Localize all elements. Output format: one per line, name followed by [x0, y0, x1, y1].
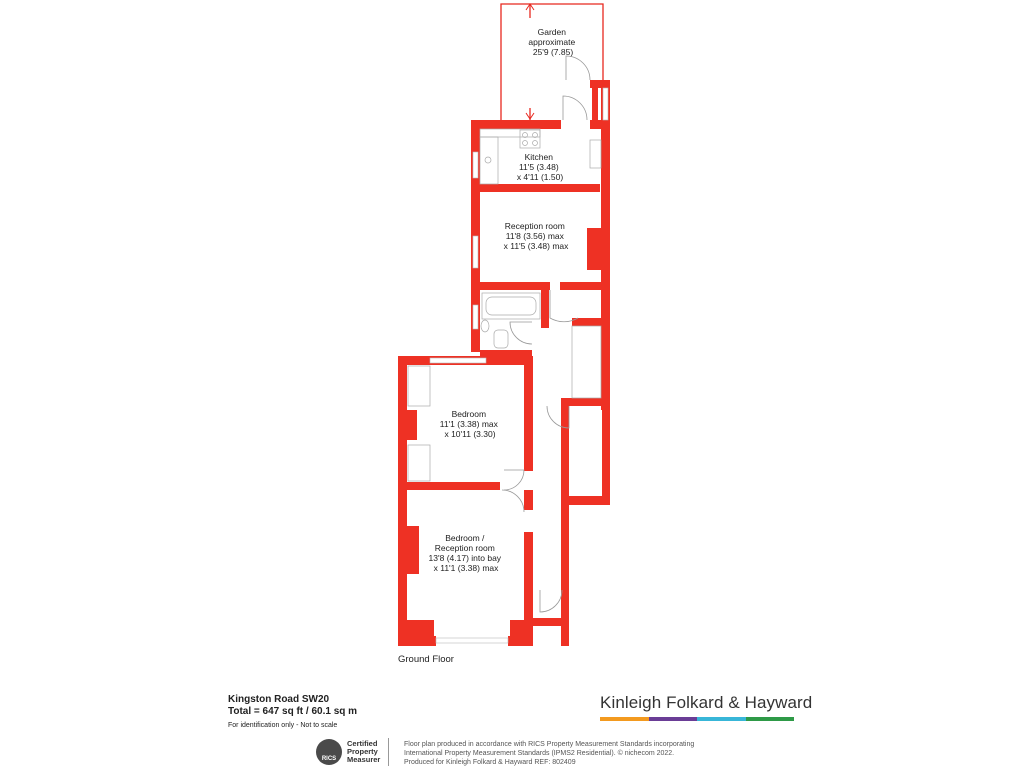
doors: [502, 56, 590, 612]
rics-line: Property: [347, 747, 378, 756]
identification-note: For identification only - Not to scale: [228, 722, 338, 729]
bedroom-label: Bedroom 11'1 (3.38) max x 10'11 (3.30): [439, 409, 498, 439]
reception-room-label: Reception room 11'8 (3.56) max x 11'5 (3.48) max: [503, 221, 569, 251]
disclaimer: [404, 740, 734, 767]
property-info: [228, 694, 357, 731]
garden-area: [501, 4, 603, 120]
brand-logo: [600, 693, 813, 721]
bedroom-reception-label: Bedroom / Reception room 13'8 (4.17) into bay x 11'1 (3.38) max: [428, 533, 502, 573]
rics-line: Certified: [347, 739, 378, 748]
kitchen-label: Kitchen 11'5 (3.48) x 4'11 (1.50): [516, 152, 564, 182]
brand-bar-blue: [697, 717, 746, 721]
brand-name: Kinleigh Folkard & Hayward: [600, 693, 813, 712]
disclaimer-line: Floor plan produced in accordance with RICS Property Measurement Standards incorporating: [404, 741, 695, 748]
brand-bar-green: [746, 717, 795, 721]
floor-label: Ground Floor: [398, 654, 454, 665]
brand-bar-purple: [649, 717, 698, 721]
rics-badge: [316, 738, 389, 766]
rics-line: Measurer: [347, 755, 381, 764]
fixtures: [408, 129, 601, 481]
brand-bar-orange: [600, 717, 649, 721]
rics-logo-icon: RICS: [316, 739, 342, 765]
brand-color-bars: [600, 717, 794, 721]
disclaimer-line: International Property Measurement Standards (IPMS2 Residential). © nichecom 2022.: [404, 750, 675, 757]
divider: [388, 738, 389, 766]
total-area: Total = 647 sq ft / 60.1 sq m: [228, 706, 358, 717]
rics-certified-text: [347, 740, 380, 764]
address: Kingston Road SW20: [228, 694, 330, 705]
disclaimer-line: Produced for Kinleigh Folkard & Hayward REF: 802409: [404, 759, 576, 766]
garden-label: Garden approximate 25'9 (7.85): [528, 27, 576, 57]
